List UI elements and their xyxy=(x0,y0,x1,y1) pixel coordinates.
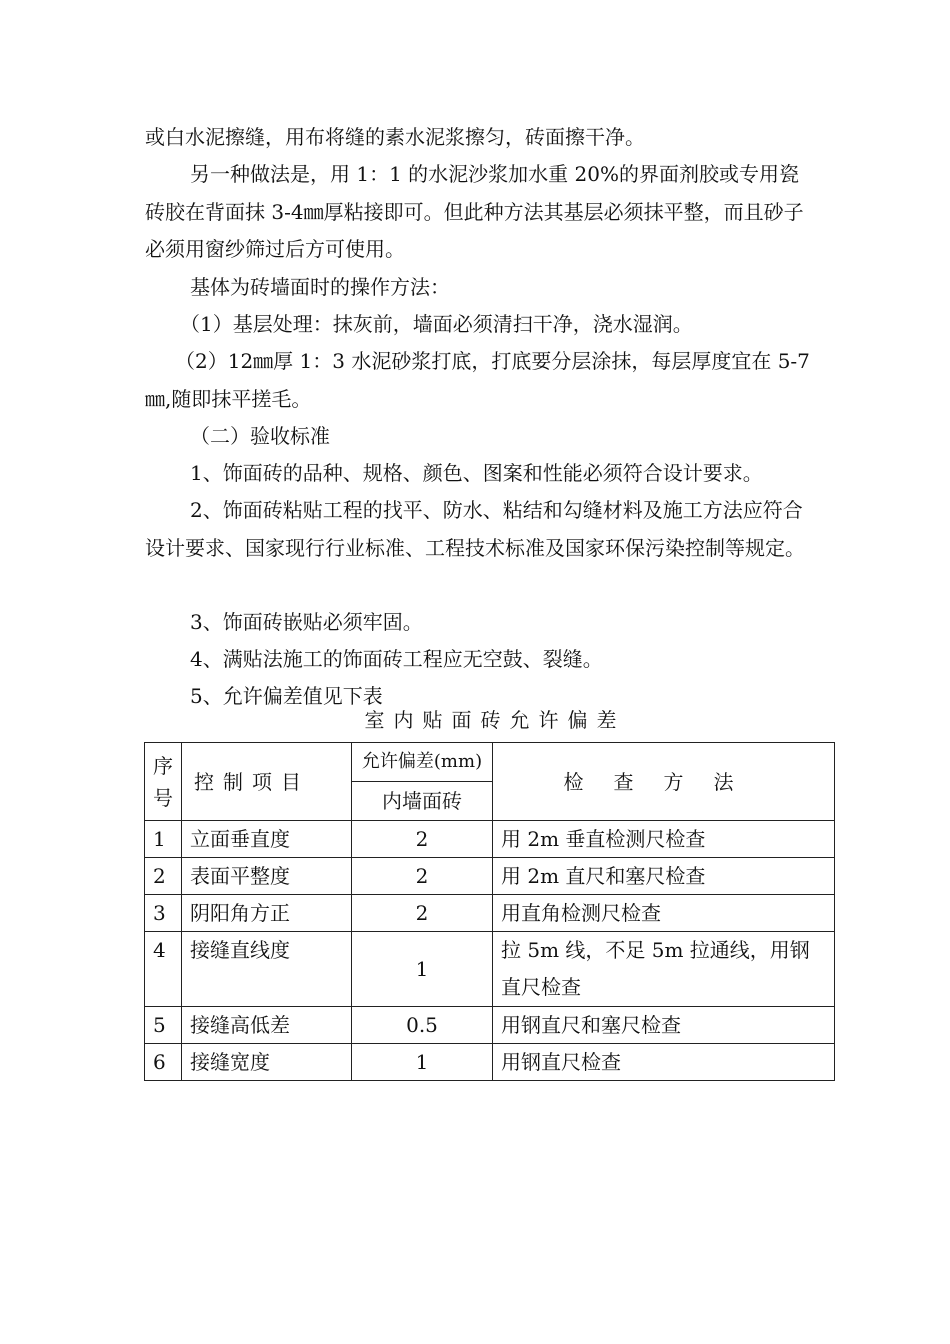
row-item: 接缝高低差 xyxy=(182,1007,352,1044)
row-num: 6 xyxy=(145,1044,182,1081)
row-method: 用钢直尺检查 xyxy=(493,1044,835,1081)
row-item: 立面垂直度 xyxy=(182,821,352,858)
table-row xyxy=(145,1044,835,1081)
row-method: 拉 5m 线，不足 5m 拉通线，用钢直尺检查 xyxy=(493,932,835,1007)
paragraph-step-2: （2）12㎜厚 1：3 水泥砂浆打底，打底要分层涂抹，每层厚度宜在 5-7㎜,随即抹平搓毛。 xyxy=(145,349,810,411)
table-row xyxy=(145,821,835,858)
paragraph-criterion-1: 1、饰面砖的品种、规格、颜色、图案和性能必须符合设计要求。 xyxy=(190,461,763,485)
table-title: 室内贴面砖允许偏差 xyxy=(364,708,626,732)
table-row xyxy=(145,1007,835,1044)
row-value: 0.5 xyxy=(352,1007,493,1044)
paragraph-alt-method: 另一种做法是，用 1：1 的水泥沙浆加水重 20%的界面剂胶或专用瓷砖胶在背面抹 3-4㎜厚粘接即可。但此种方法其基层必须抹平整，而且砂子必须用窗纱筛过后方可使用。 xyxy=(145,162,804,261)
paragraph-brick-wall-heading: 基体为砖墙面时的操作方法： xyxy=(190,275,450,299)
table-row xyxy=(145,858,835,895)
row-method: 用钢直尺和塞尺检查 xyxy=(493,1007,835,1044)
deviation-table xyxy=(144,742,835,1081)
section-heading-acceptance: （二）验收标准 xyxy=(190,424,330,448)
paragraph-step-1: （1）基层处理：抹灰前，墙面必须清扫干净，浇水湿润。 xyxy=(180,312,693,336)
row-method: 用 2m 垂直检测尺检查 xyxy=(493,821,835,858)
row-item: 接缝直线度 xyxy=(182,932,352,1007)
row-value: 2 xyxy=(352,858,493,895)
row-num: 2 xyxy=(145,858,182,895)
paragraph-continuation: 或白水泥擦缝，用布将缝的素水泥浆擦匀，砖面擦干净。 xyxy=(145,125,645,149)
header-allowance: 允许偏差(mm) xyxy=(352,743,493,782)
header-item: 控制项目 xyxy=(182,743,352,821)
table-header-row xyxy=(145,743,835,782)
row-method: 用 2m 直尺和塞尺检查 xyxy=(493,858,835,895)
row-num: 5 xyxy=(145,1007,182,1044)
row-num: 3 xyxy=(145,895,182,932)
header-subcol: 内墙面砖 xyxy=(352,782,493,821)
row-num: 4 xyxy=(145,932,182,1007)
row-value: 2 xyxy=(352,895,493,932)
paragraph-criterion-5: 5、允许偏差值见下表 xyxy=(190,684,383,708)
row-item: 接缝宽度 xyxy=(182,1044,352,1081)
row-value: 2 xyxy=(352,821,493,858)
header-num: 序号 xyxy=(145,743,182,821)
row-value: 1 xyxy=(352,1044,493,1081)
row-item: 表面平整度 xyxy=(182,858,352,895)
row-num: 1 xyxy=(145,821,182,858)
header-method: 检查方法 xyxy=(493,743,835,821)
paragraph-criterion-2: 2、饰面砖粘贴工程的找平、防水、粘结和勾缝材料及施工方法应符合设计要求、国家现行行业标准、工程技术标准及国家环保污染控制等规定。 xyxy=(145,498,805,560)
row-value: 1 xyxy=(352,932,493,1007)
paragraph-criterion-3: 3、饰面砖嵌贴必须牢固。 xyxy=(190,610,423,634)
row-item: 阴阳角方正 xyxy=(182,895,352,932)
row-method: 用直角检测尺检查 xyxy=(493,895,835,932)
table-row xyxy=(145,895,835,932)
table-row xyxy=(145,932,835,1007)
paragraph-criterion-4: 4、满贴法施工的饰面砖工程应无空鼓、裂缝。 xyxy=(190,647,603,671)
